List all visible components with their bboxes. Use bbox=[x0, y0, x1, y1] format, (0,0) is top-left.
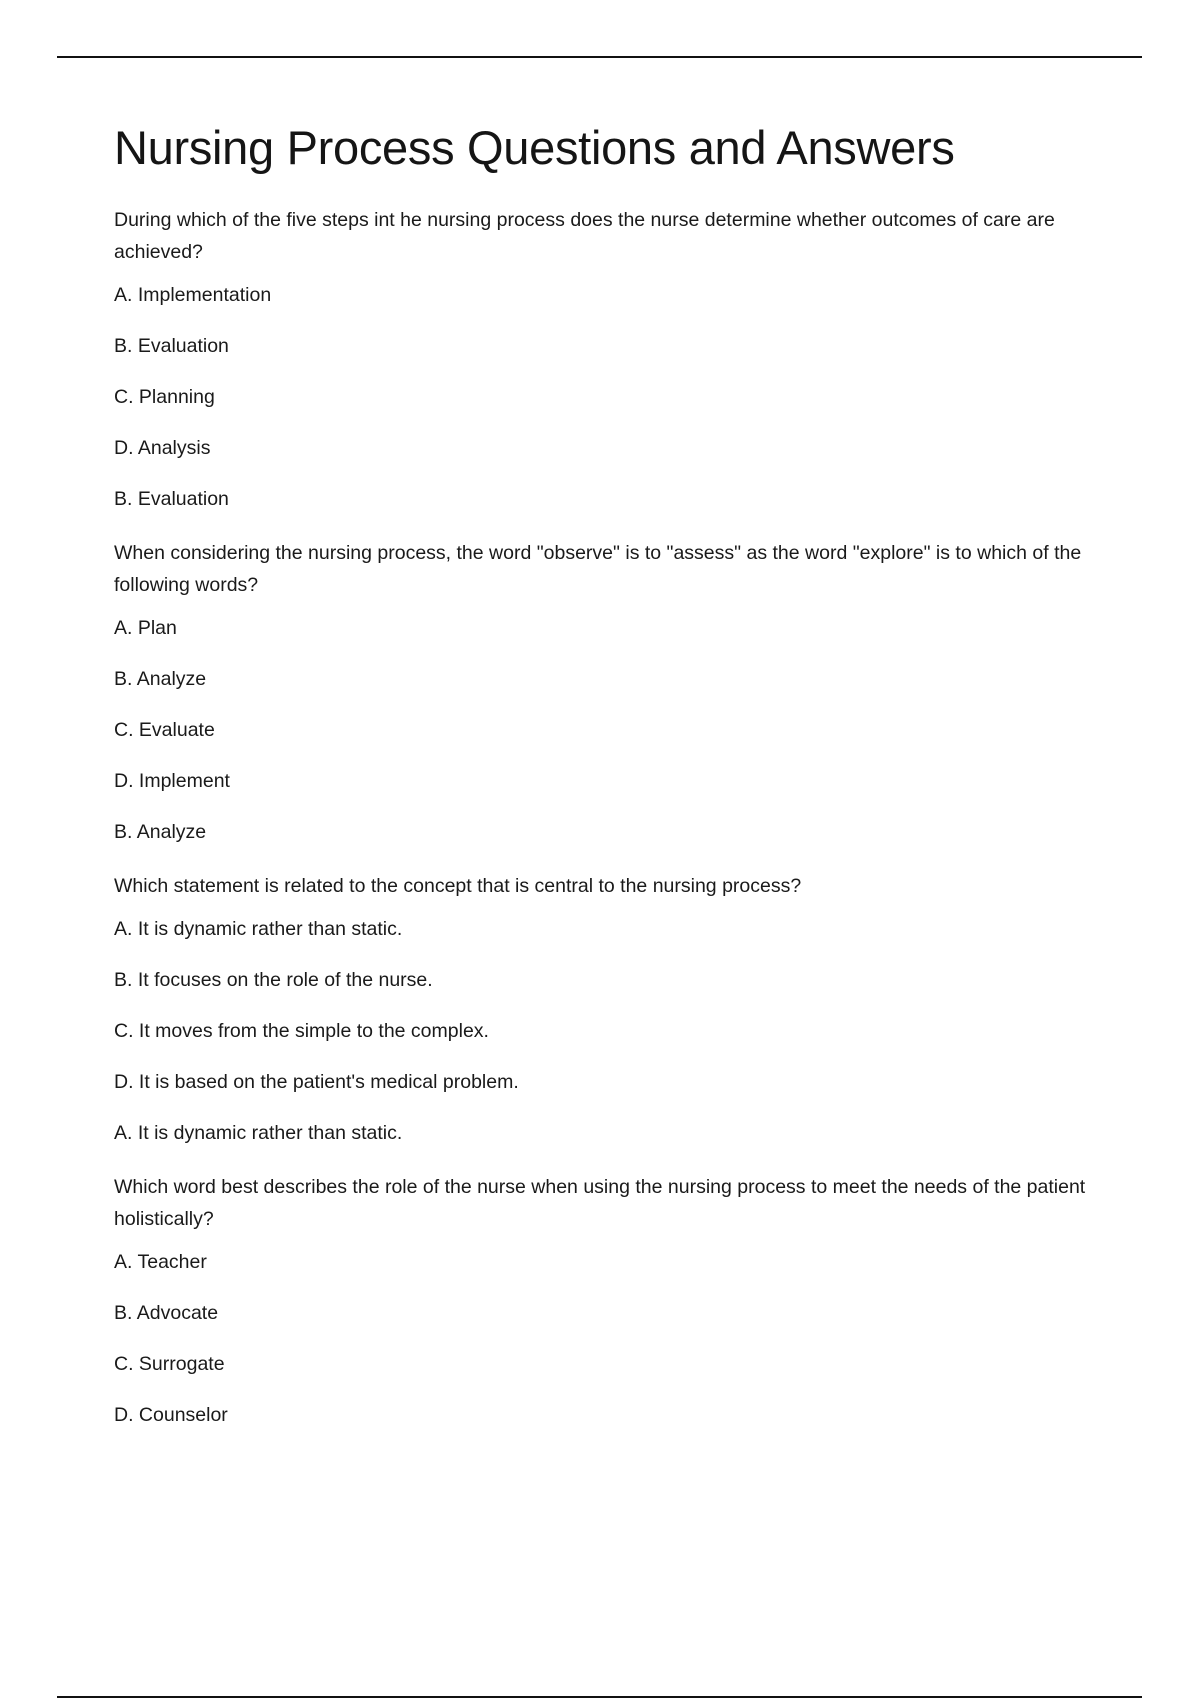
question-block-3 bbox=[114, 870, 1104, 1146]
correct-answer: A. It is dynamic rather than static. bbox=[114, 1122, 403, 1144]
answer-option: D. Counselor bbox=[114, 1404, 228, 1426]
answer-option: B. Evaluation bbox=[114, 335, 229, 357]
answer-option: B. It focuses on the role of the nurse. bbox=[114, 969, 433, 991]
answer-option: C. Evaluate bbox=[114, 719, 215, 741]
answer-option: A. Plan bbox=[114, 617, 177, 639]
document-body bbox=[114, 116, 1104, 1453]
answer-option: B. Advocate bbox=[114, 1302, 219, 1324]
answer-option: C. Planning bbox=[114, 386, 215, 408]
top-divider bbox=[57, 56, 1142, 58]
question-text: During which of the five steps int he nursing process does the nurse determine whether outcomes of care are achieved? bbox=[114, 209, 1055, 263]
document-title: Nursing Process Questions and Answers bbox=[114, 121, 955, 174]
answer-option: A. It is dynamic rather than static. bbox=[114, 918, 403, 940]
question-text: When considering the nursing process, the word "observe" is to "assess" as the word "explore" is to which of the following words? bbox=[114, 542, 1082, 596]
answer-option: C. It moves from the simple to the complex. bbox=[114, 1020, 489, 1042]
question-text: Which statement is related to the concept that is central to the nursing process? bbox=[114, 875, 802, 897]
correct-answer: B. Evaluation bbox=[114, 488, 229, 510]
answer-option: D. It is based on the patient's medical problem. bbox=[114, 1071, 519, 1093]
answer-option: D. Implement bbox=[114, 770, 230, 792]
answer-option: D. Analysis bbox=[114, 437, 211, 459]
question-block-4 bbox=[114, 1171, 1104, 1428]
answer-option: A. Teacher bbox=[114, 1251, 207, 1273]
bottom-divider bbox=[57, 1696, 1142, 1698]
answer-option: B. Analyze bbox=[114, 668, 207, 690]
question-block-1 bbox=[114, 204, 1104, 512]
correct-answer: B. Analyze bbox=[114, 821, 207, 843]
answer-option: C. Surrogate bbox=[114, 1353, 225, 1375]
question-block-2 bbox=[114, 537, 1104, 845]
answer-option: A. Implementation bbox=[114, 284, 272, 306]
question-text: Which word best describes the role of the nurse when using the nursing process to meet the needs of the patient holistically? bbox=[114, 1176, 1086, 1230]
